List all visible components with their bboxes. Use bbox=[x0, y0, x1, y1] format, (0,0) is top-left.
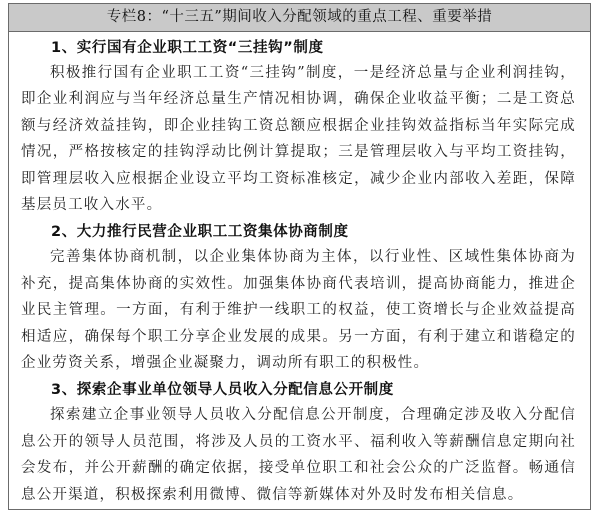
box-title: 专栏8：“十三五”期间收入分配领域的重点工程、重要举措 bbox=[9, 4, 590, 32]
section-paragraph: 完善集体协商机制，以企业集体协商为主体，以行业性、区域性集体协商为补充，提高集体协商的实效性。加强集体协商代表培训，提高协商能力，推进企业民主管理。一方面，有利于维护一线职工的权益，使工资增长与企业效益提高相适应，确保每个职工分享企业发展的成果。另一方面，有利于建立和谐稳定的企业劳资关系，增强企业凝聚力，调动所有职工的积极性。 bbox=[21, 249, 576, 372]
section-paragraph: 积极推行国有企业职工工资“三挂钩”制度，一是经济总量与企业利润挂钩，即企业利润应与当年经济总量生产情况相协调，确保企业收益平衡；二是工资总额与经济效益挂钩，即企业挂钩工资总额应根据企业挂钩效益指标当年实际完成情况，严格按核定的挂钩浮动比例计算提取；三是管理层收入与平均工资挂钩，即管理层收入应根据企业设立平均工资标准核定，减少企业内部收入差距，保障基层员工收入水平。 bbox=[21, 65, 576, 214]
box-content bbox=[9, 32, 590, 508]
section-2 bbox=[21, 220, 576, 376]
column-box bbox=[8, 3, 591, 510]
section-3 bbox=[21, 378, 576, 508]
section-1 bbox=[21, 36, 576, 218]
section-heading: 3、探索企事业单位领导人员收入分配信息公开制度 bbox=[51, 382, 394, 399]
section-heading: 2、大力推行民营企业职工工资集体协商制度 bbox=[51, 224, 349, 241]
section-paragraph: 探索建立企事业领导人员收入分配信息公开制度，合理确定涉及收入分配信息公开的领导人员范围，将涉及人员的工资水平、福利收入等薪酬信息定期向社会发布，并公开薪酬的确定依据，接受单位职工和社会公众的广泛监督。畅通信息公开渠道，积极探索利用微博、微信等新媒体对外及时发布相关信息。 bbox=[21, 407, 576, 503]
section-heading: 1、实行国有企业职工工资“三挂钩”制度 bbox=[51, 40, 324, 56]
